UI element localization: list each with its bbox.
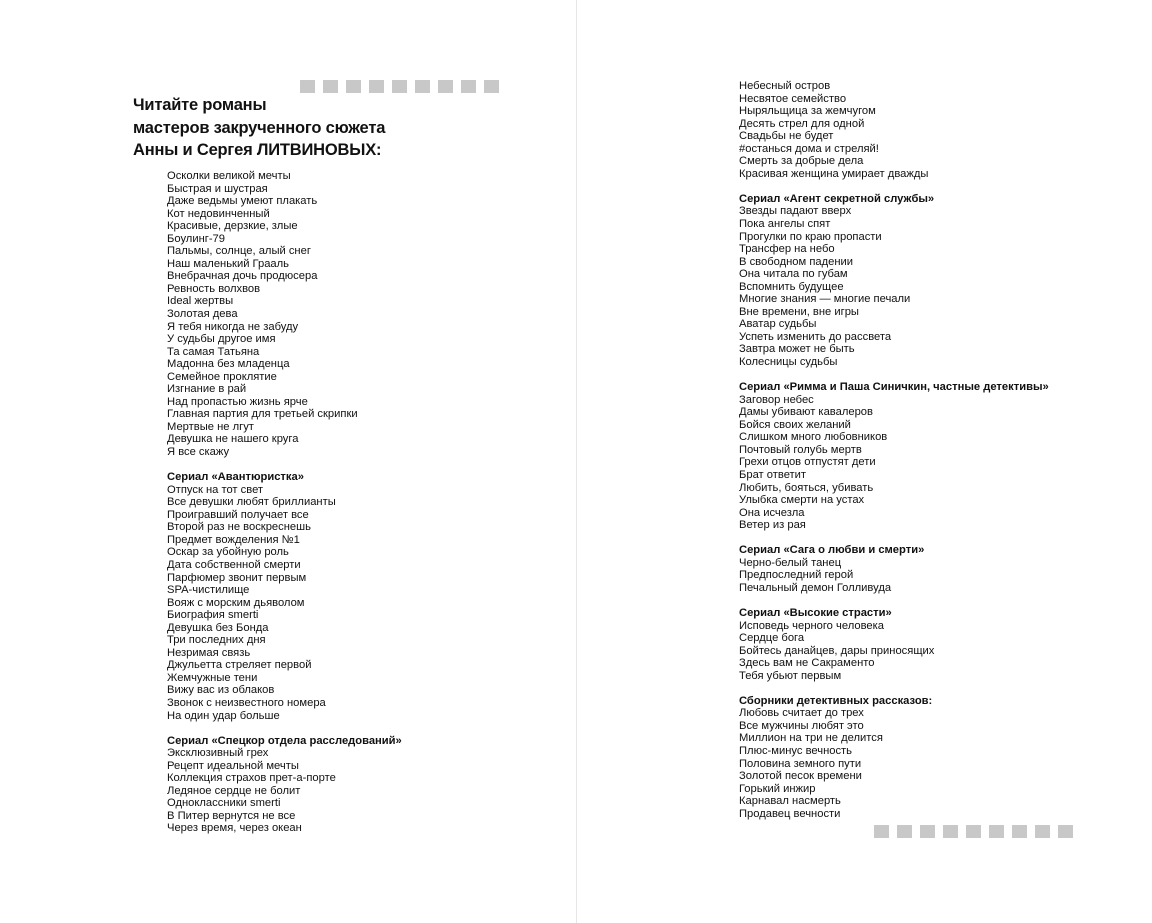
book-title: Ныряльщица за жемчугом	[739, 105, 876, 118]
book-title: Горький инжир	[739, 782, 816, 795]
book-title: Биография smerti	[167, 609, 259, 622]
book-title: Бойтесь данайцев, дары приносящих	[739, 644, 935, 657]
book-title: Изгнание в рай	[167, 383, 247, 396]
book-title: Одноклассники smerti	[167, 797, 281, 810]
book-title: Грехи отцов отпустят дети	[739, 456, 876, 469]
book-title: Трансфер на небо	[739, 243, 835, 256]
book-title: Три последних дня	[167, 634, 266, 647]
square-ornament	[1035, 825, 1050, 838]
book-title: Десять стрел для одной	[739, 117, 865, 130]
series-title: Сериал «Сага о любви и смерти»	[739, 544, 925, 557]
square-ornament	[943, 825, 958, 838]
book-title: Второй раз не воскреснешь	[167, 521, 311, 534]
page-heading	[133, 94, 463, 162]
book-title: Джульетта стреляет первой	[167, 659, 312, 672]
book-title: Над пропастью жизнь ярче	[167, 395, 308, 408]
page-spine-divider	[576, 0, 577, 923]
book-title: Печальный демон Голливуда	[739, 581, 892, 594]
book-title: Карнавал насмерть	[739, 795, 841, 808]
book-title: Ideal жертвы	[167, 295, 234, 308]
book-title: Завтра может не быть	[739, 343, 855, 356]
book-title: Аватар судьбы	[739, 318, 817, 331]
book-title: Вспомнить будущее	[739, 280, 844, 293]
book-title: Главная партия для третьей скрипки	[167, 408, 358, 421]
book-title: Звезды падают вверх	[739, 205, 852, 218]
square-ornament	[874, 825, 889, 838]
book-title: Любить, бояться, убивать	[739, 481, 874, 494]
series-title: Сериал «Римма и Паша Синичкин, частные детективы»	[739, 381, 1049, 394]
book-title: Боулинг-79	[167, 232, 225, 245]
book-title: SPA-чистилище	[167, 584, 250, 597]
book-title: Многие знания — многие печали	[739, 293, 911, 306]
book-title: Золотая дева	[167, 308, 238, 321]
book-title: Осколки великой мечты	[167, 170, 291, 182]
book-title: Пока ангелы спят	[739, 218, 831, 231]
book-title: Свадьбы не будет	[739, 130, 834, 143]
square-ornament	[1058, 825, 1073, 838]
continued-novels-list	[739, 80, 1049, 180]
book-title: Черно-белый танец	[739, 556, 842, 569]
book-title: Несвятое семейство	[739, 92, 847, 105]
series-title: Сериал «Авантюристка»	[167, 471, 304, 484]
book-title: Прогулки по краю пропасти	[739, 230, 882, 243]
book-title: Эксклюзивный грех	[167, 747, 269, 760]
book-title: Быстрая и шустрая	[167, 182, 268, 195]
book-title: #останься дома и стреляй!	[739, 142, 879, 155]
series-agent	[739, 193, 1049, 369]
series-saga	[739, 544, 1049, 594]
square-ornament	[415, 80, 430, 93]
book-title: Отпуск на тот свет	[167, 483, 264, 496]
book-title: Семейное проклятие	[167, 370, 277, 383]
book-title: Красивая женщина умирает дважды	[739, 167, 929, 180]
book-title: Смерть за добрые дела	[739, 155, 864, 168]
book-title: Брат ответит	[739, 468, 807, 481]
right-page-book-list	[739, 80, 1049, 820]
book-title: Жемчужные тени	[167, 671, 258, 684]
book-title: Оскар за убойную роль	[167, 546, 289, 559]
book-title: Колесницы судьбы	[739, 356, 838, 369]
book-title: Та самая Татьяна	[167, 345, 260, 358]
story-collections	[739, 695, 1049, 820]
series-rimma	[739, 381, 1049, 532]
square-ornament	[989, 825, 1004, 838]
square-ornament	[461, 80, 476, 93]
book-title: Бойся своих желаний	[739, 418, 851, 431]
square-ornament	[484, 80, 499, 93]
book-title: Продавец вечности	[739, 807, 841, 820]
book-title: Пальмы, солнце, алый снег	[167, 245, 311, 258]
left-page-book-list	[167, 170, 402, 835]
standalone-novels-list	[167, 170, 402, 459]
book-title: Золотой песок времени	[739, 770, 862, 783]
book-title: Мертвые не лгут	[167, 420, 254, 433]
book-title: Здесь вам не Сакраменто	[739, 657, 875, 670]
book-title: Ветер из рая	[739, 519, 806, 532]
book-title: Ревность волхвов	[167, 282, 261, 295]
book-title: Любовь считает до трех	[739, 707, 864, 720]
book-title: Успеть изменить до рассвета	[739, 330, 892, 343]
book-title: Сердце бога	[739, 632, 805, 645]
book-title: Ледяное сердце не болит	[167, 784, 301, 797]
book-title: Она читала по губам	[739, 268, 848, 281]
book-title: Парфюмер звонит первым	[167, 571, 307, 584]
square-ornament	[966, 825, 981, 838]
square-ornament	[392, 80, 407, 93]
book-title: Слишком много любовников	[739, 431, 888, 444]
book-title: Заговор небес	[739, 393, 814, 406]
square-ornament	[920, 825, 935, 838]
book-title: Исповедь черного человека	[739, 619, 884, 632]
series-speckor	[167, 735, 402, 835]
heading-line: Читайте романы	[133, 96, 267, 114]
book-title: Улыбка смерти на устах	[739, 494, 865, 507]
square-ornament	[1012, 825, 1027, 838]
book-title: Незримая связь	[167, 646, 251, 659]
book-title: Все мужчины любят это	[739, 719, 864, 732]
book-title: Звонок с неизвестного номера	[167, 696, 326, 709]
book-title: Девушка не нашего круга	[167, 433, 299, 446]
book-title: Предмет вожделения №1	[167, 533, 300, 546]
book-title: Коллекция страхов прет-а-порте	[167, 772, 336, 785]
book-title: Через время, через океан	[167, 822, 302, 835]
book-title: Даже ведьмы умеют плакать	[167, 195, 318, 208]
square-ornament	[438, 80, 453, 93]
square-ornament	[369, 80, 384, 93]
book-title: Вне времени, вне игры	[739, 305, 859, 318]
book-title: В свободном падении	[739, 255, 854, 268]
book-title: Половина земного пути	[739, 757, 862, 770]
series-title: Сериал «Спецкор отдела расследований»	[167, 734, 402, 747]
series-title: Сериал «Агент секретной службы»	[739, 192, 935, 205]
series-adventuress	[167, 471, 402, 722]
square-ornament	[346, 80, 361, 93]
series-high-passions	[739, 607, 1049, 682]
book-title: Все девушки любят бриллианты	[167, 496, 336, 509]
square-ornament	[323, 80, 338, 93]
book-title: Дамы убивают кавалеров	[739, 406, 873, 419]
decorative-squares-top	[300, 80, 499, 93]
book-title: Мадонна без младенца	[167, 358, 290, 371]
square-ornament	[300, 80, 315, 93]
book-title: Красивые, дерзкие, злые	[167, 220, 298, 233]
series-title: Сериал «Высокие страсти»	[739, 606, 892, 619]
book-title: Я тебя никогда не забуду	[167, 320, 299, 333]
square-ornament	[897, 825, 912, 838]
heading-line: Анны и Сергея ЛИТВИНОВЫХ:	[133, 141, 382, 159]
decorative-squares-bottom	[874, 825, 1073, 838]
book-title: Предпоследний герой	[739, 569, 854, 582]
book-title: Девушка без Бонда	[167, 621, 269, 634]
book-title: Наш маленький Грааль	[167, 257, 290, 270]
book-title: Почтовый голубь мертв	[739, 443, 862, 456]
book-title: Плюс-минус вечность	[739, 744, 853, 757]
book-title: Я все скажу	[167, 446, 230, 459]
book-title: Небесный остров	[739, 80, 831, 92]
book-title: У судьбы другое имя	[167, 333, 276, 346]
heading-line: мастеров закрученного сюжета	[133, 118, 386, 137]
series-title: Сборники детективных рассказов:	[739, 694, 933, 707]
book-title: Тебя убьют первым	[739, 669, 842, 682]
book-title: Вояж с морским дьяволом	[167, 596, 305, 609]
book-title: Внебрачная дочь продюсера	[167, 270, 318, 283]
book-title: На один удар больше	[167, 709, 280, 722]
book-title: В Питер вернутся не все	[167, 809, 296, 822]
book-title: Она исчезла	[739, 506, 805, 519]
book-title: Проигравший получает все	[167, 508, 309, 521]
book-title: Кот недовинченный	[167, 207, 270, 220]
book-title: Вижу вас из облаков	[167, 684, 275, 697]
book-title: Рецепт идеальной мечты	[167, 759, 299, 772]
book-title: Миллион на три не делится	[739, 732, 883, 745]
book-title: Дата собственной смерти	[167, 558, 301, 571]
